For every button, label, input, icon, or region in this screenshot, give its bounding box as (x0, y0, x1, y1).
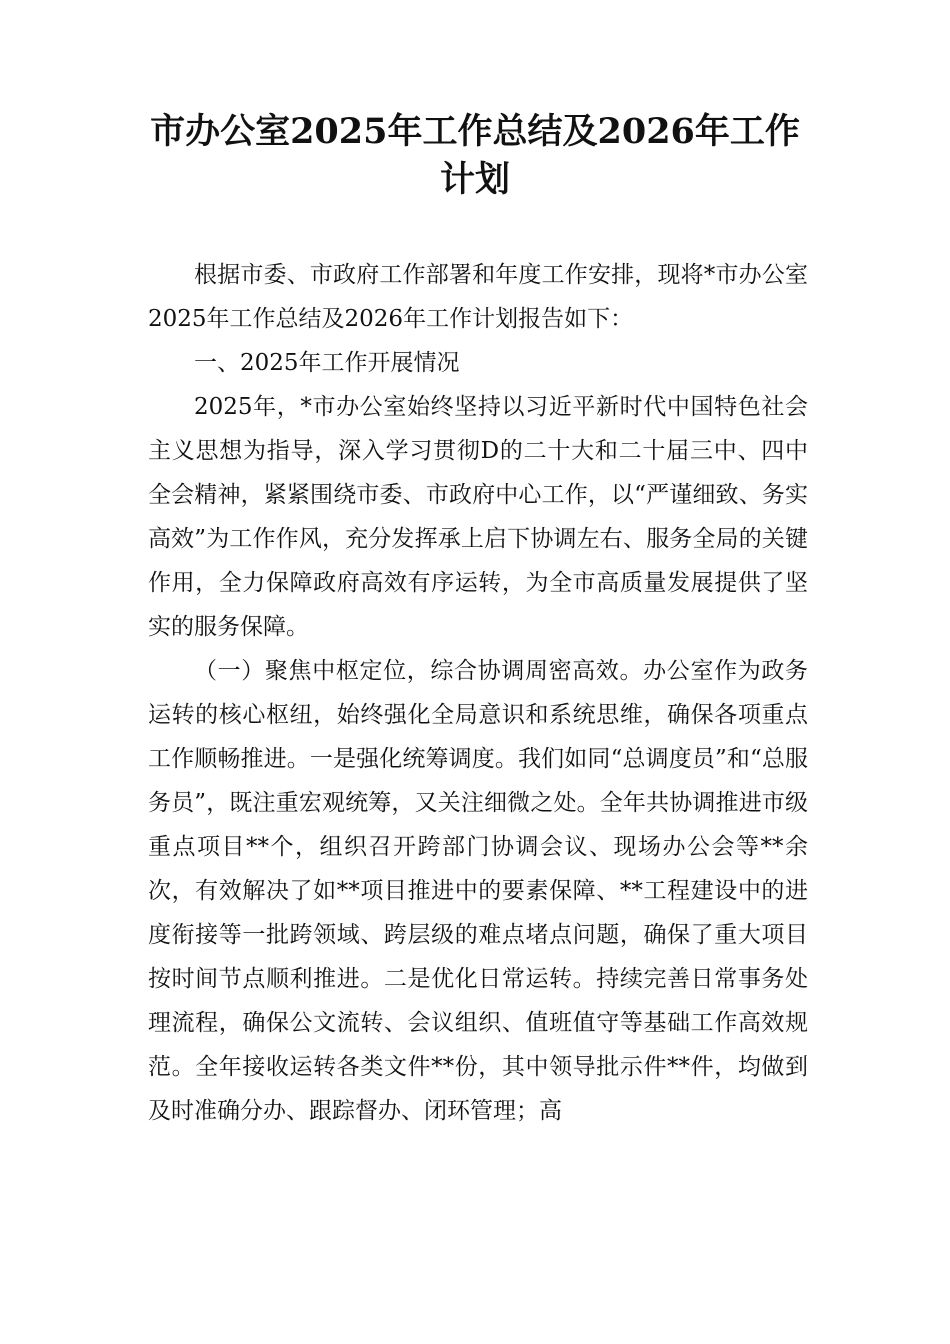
intro-paragraph: 根据市委、市政府工作部署和年度工作安排，现将*市办公室2025年工作总结及2026年工作计划报告如下： (148, 262, 808, 332)
body-paragraph: 2025年，*市办公室始终坚持以习近平新时代中国特色社会主义思想为指导，深入学习贯彻D的二十大和二十届三中、四中全会精神，紧紧围绕市委、市政府中心工作，以“严谨细致、务实高效”为工作作风，充分发挥承上启下协调左右、服务全局的关键作用，全力保障政府高效有序运转，为全市高质量发展提供了坚实的服务保障。 (148, 394, 808, 640)
document-title: 市办公室2025年工作总结及2026年工作计划 (150, 111, 800, 200)
body-paragraph: （一）聚焦中枢定位，综合协调周密高效。办公室作为政务运转的核心枢纽，始终强化全局意识和系统思维，确保各项重点工作顺畅推进。一是强化统筹调度。我们如同“总调度员”和“总服务员”，既注重宏观统筹，又关注细微之处。全年共协调推进市级重点项目**个，组织召开跨部门协调会议、现场办公会等**余次，有效解决了如**项目推进中的要素保障、**工程建设中的进度衔接等一批跨领域、跨层级的难点堵点问题，确保了重大项目按时间节点顺利推进。二是优化日常运转。持续完善日常事务处理流程，确保公文流转、会议组织、值班值守等基础工作高效规范。全年接收运转各类文件**份，其中领导批示件**件，均做到及时准确分办、跟踪督办、闭环管理；高 (148, 658, 808, 1124)
document-body (148, 253, 808, 1133)
section-heading: 一、2025年工作开展情况 (194, 350, 460, 376)
